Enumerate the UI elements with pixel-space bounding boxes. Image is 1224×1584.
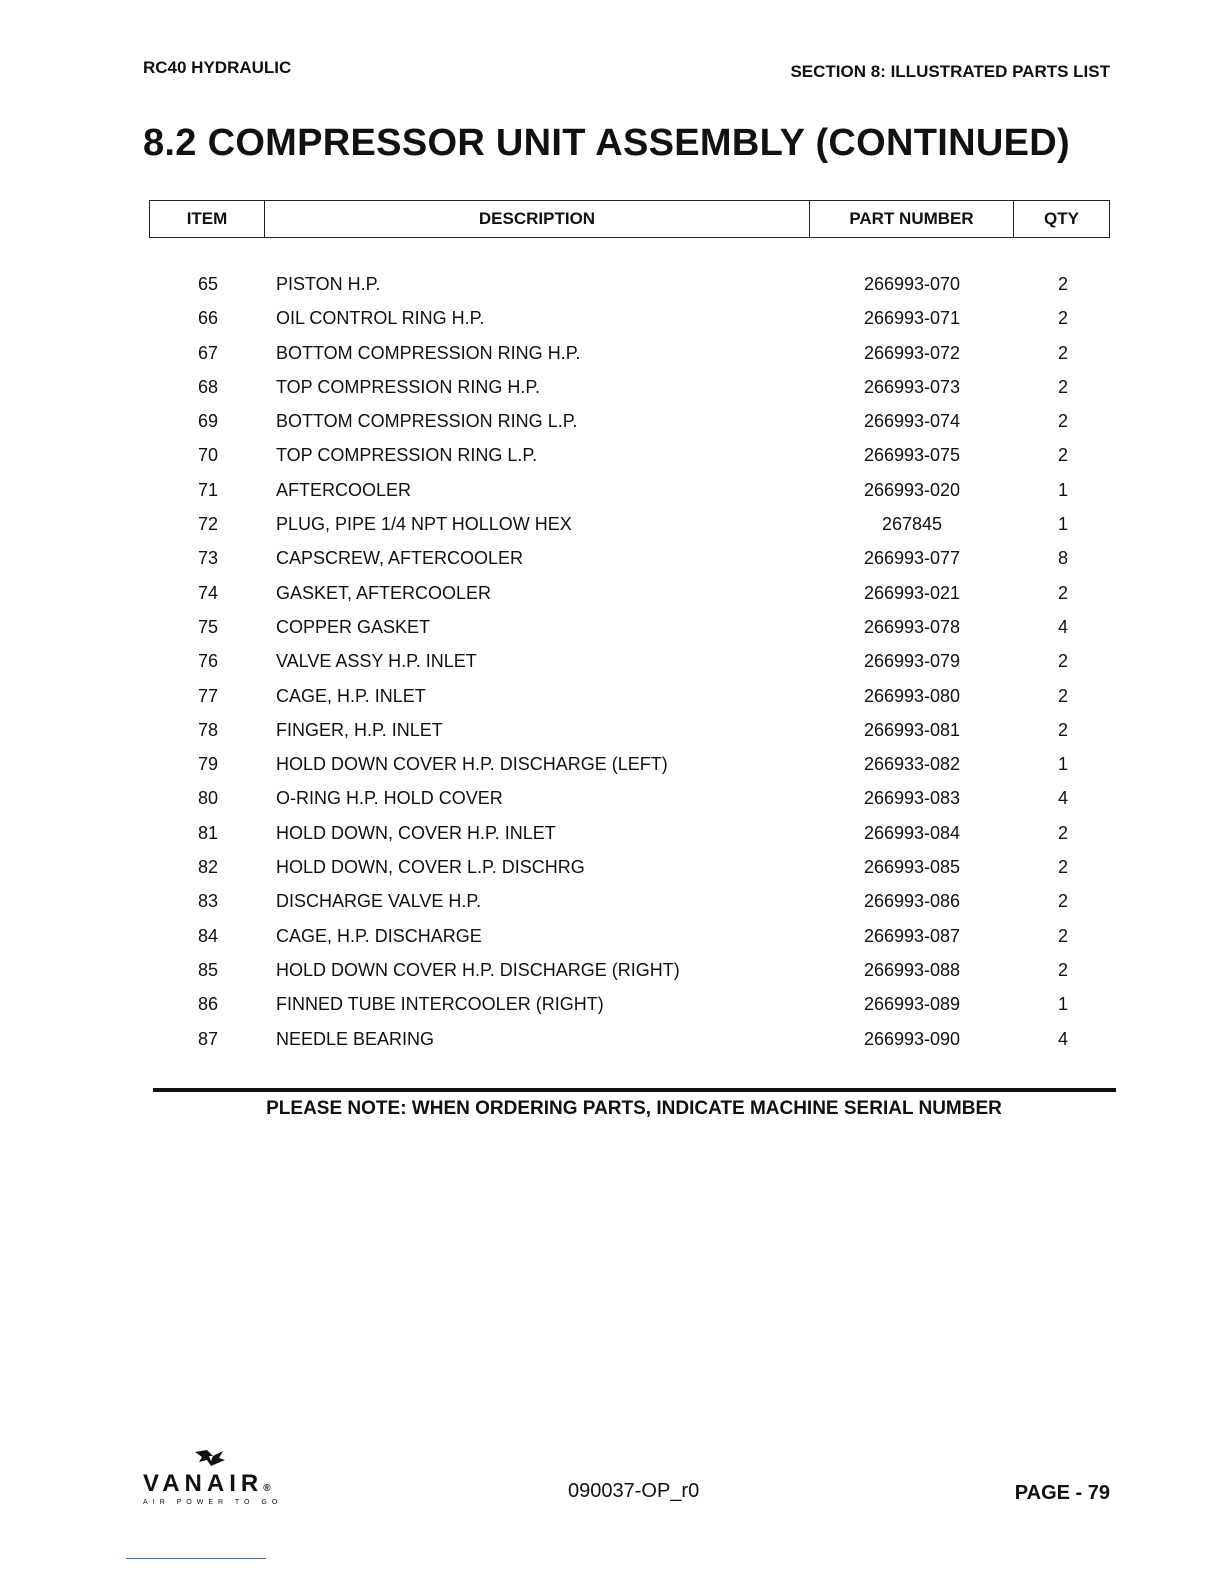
part-number: 266993-071 xyxy=(863,308,961,329)
part-number: 266993-079 xyxy=(863,651,961,672)
item-description: HOLD DOWN COVER H.P. DISCHARGE (RIGHT) xyxy=(276,959,680,980)
item-number: 70 xyxy=(197,445,219,466)
item-number: 81 xyxy=(197,822,219,843)
item-number: 72 xyxy=(197,514,219,535)
table-row xyxy=(0,304,1224,338)
part-number: 266993-084 xyxy=(863,822,961,843)
item-description: AFTERCOOLER xyxy=(276,479,412,500)
item-description: NEEDLE BEARING xyxy=(276,1028,435,1049)
part-number: 266993-075 xyxy=(863,445,961,466)
item-description: TOP COMPRESSION RING H.P. xyxy=(276,376,541,397)
item-number: 85 xyxy=(197,959,219,980)
header-section-title: SECTION 8: ILLUSTRATED PARTS LIST xyxy=(790,62,1110,81)
table-row xyxy=(0,476,1224,510)
item-description: VALVE ASSY H.P. INLET xyxy=(276,651,477,672)
quantity: 8 xyxy=(1057,548,1068,569)
page-number: PAGE - 79 xyxy=(1014,1482,1110,1504)
column-header-item: ITEM xyxy=(149,200,265,238)
part-number: 266993-077 xyxy=(863,548,961,569)
parts-table-body xyxy=(0,270,1224,1059)
item-number: 79 xyxy=(197,754,219,775)
quantity: 2 xyxy=(1057,445,1068,466)
part-number: 266993-090 xyxy=(863,1028,961,1049)
part-number: 266993-080 xyxy=(863,685,961,706)
part-number: 266993-020 xyxy=(863,479,961,500)
header-manual-title: RC40 HYDRAULIC xyxy=(143,58,292,77)
item-number: 86 xyxy=(197,994,219,1015)
item-description: CAPSCREW, AFTERCOOLER xyxy=(276,548,524,569)
item-number: 69 xyxy=(197,411,219,432)
quantity: 2 xyxy=(1057,582,1068,603)
logo-name: VANAIR xyxy=(143,1470,264,1497)
table-row xyxy=(0,750,1224,784)
quantity: 2 xyxy=(1057,857,1068,878)
part-number: 266933-082 xyxy=(863,754,961,775)
part-number: 266993-087 xyxy=(863,925,961,946)
item-description: FINGER, H.P. INLET xyxy=(276,719,443,740)
item-description: HOLD DOWN, COVER H.P. INLET xyxy=(276,822,556,843)
part-number: 266993-081 xyxy=(863,719,961,740)
quantity: 2 xyxy=(1057,342,1068,363)
divider xyxy=(153,1088,1116,1092)
bottom-line xyxy=(126,1558,266,1559)
table-row xyxy=(0,613,1224,647)
quantity: 1 xyxy=(1057,514,1068,535)
quantity: 4 xyxy=(1057,1028,1068,1049)
quantity: 4 xyxy=(1057,616,1068,637)
part-number: 266993-021 xyxy=(863,582,961,603)
quantity: 1 xyxy=(1057,994,1068,1015)
part-number: 266993-088 xyxy=(863,959,961,980)
vanair-logo-icon xyxy=(193,1448,227,1468)
item-number: 84 xyxy=(197,925,219,946)
quantity: 2 xyxy=(1057,891,1068,912)
item-description: O-RING H.P. HOLD COVER xyxy=(276,788,503,809)
part-number: 266993-089 xyxy=(863,994,961,1015)
part-number: 267845 xyxy=(881,514,943,535)
part-number: 266993-072 xyxy=(863,342,961,363)
table-row xyxy=(0,716,1224,750)
logo-tagline: AIR POWER TO GO xyxy=(143,1499,283,1506)
column-header-description: DESCRIPTION xyxy=(264,200,810,238)
table-row xyxy=(0,373,1224,407)
item-number: 78 xyxy=(197,719,219,740)
quantity: 2 xyxy=(1057,719,1068,740)
item-description: HOLD DOWN COVER H.P. DISCHARGE (LEFT) xyxy=(276,754,668,775)
quantity: 2 xyxy=(1057,308,1068,329)
table-row xyxy=(0,1025,1224,1059)
table-row xyxy=(0,407,1224,441)
column-header-qty: QTY xyxy=(1013,200,1110,238)
part-number: 266993-086 xyxy=(863,891,961,912)
table-row xyxy=(0,647,1224,681)
item-number: 77 xyxy=(197,685,219,706)
item-description: CAGE, H.P. INLET xyxy=(276,685,426,706)
table-row xyxy=(0,990,1224,1024)
quantity: 2 xyxy=(1057,411,1068,432)
table-row xyxy=(0,922,1224,956)
item-number: 71 xyxy=(197,479,219,500)
item-number: 68 xyxy=(197,376,219,397)
part-number: 266993-085 xyxy=(863,857,961,878)
item-description: BOTTOM COMPRESSION RING L.P. xyxy=(276,411,578,432)
table-row xyxy=(0,784,1224,818)
item-description: CAGE, H.P. DISCHARGE xyxy=(276,925,482,946)
item-number: 66 xyxy=(197,308,219,329)
item-description: COPPER GASKET xyxy=(276,616,431,637)
table-row xyxy=(0,339,1224,373)
item-number: 73 xyxy=(197,548,219,569)
quantity: 2 xyxy=(1057,274,1068,294)
item-number: 83 xyxy=(197,891,219,912)
item-description: DISCHARGE VALVE H.P. xyxy=(276,891,482,912)
item-description: GASKET, AFTERCOOLER xyxy=(276,582,492,603)
item-number: 76 xyxy=(197,651,219,672)
part-number: 266993-070 xyxy=(863,274,961,294)
quantity: 1 xyxy=(1057,754,1068,775)
item-number: 82 xyxy=(197,857,219,878)
table-row xyxy=(0,956,1224,990)
ordering-note: PLEASE NOTE: WHEN ORDERING PARTS, INDICATE MACHINE SERIAL NUMBER xyxy=(266,1098,1002,1119)
quantity: 2 xyxy=(1057,822,1068,843)
quantity: 4 xyxy=(1057,788,1068,809)
item-number: 75 xyxy=(197,616,219,637)
document-number: 090037-OP_r0 xyxy=(568,1480,700,1502)
table-row xyxy=(0,441,1224,475)
quantity: 2 xyxy=(1057,959,1068,980)
item-description: PISTON H.P. xyxy=(276,274,381,294)
item-number: 87 xyxy=(197,1028,219,1049)
item-number: 65 xyxy=(197,274,219,294)
item-number: 67 xyxy=(197,342,219,363)
item-description: HOLD DOWN, COVER L.P. DISCHRG xyxy=(276,857,585,878)
item-number: 74 xyxy=(197,582,219,603)
table-row xyxy=(0,887,1224,921)
page-title: 8.2 COMPRESSOR UNIT ASSEMBLY (CONTINUED) xyxy=(143,122,1070,164)
quantity: 2 xyxy=(1057,685,1068,706)
column-header-part-number: PART NUMBER xyxy=(809,200,1014,238)
item-number: 80 xyxy=(197,788,219,809)
item-description: TOP COMPRESSION RING L.P. xyxy=(276,445,538,466)
part-number: 266993-078 xyxy=(863,616,961,637)
quantity: 2 xyxy=(1057,376,1068,397)
quantity: 1 xyxy=(1057,479,1068,500)
item-description: PLUG, PIPE 1/4 NPT HOLLOW HEX xyxy=(276,514,572,535)
table-row xyxy=(0,819,1224,853)
table-row xyxy=(0,270,1224,304)
part-number: 266993-074 xyxy=(863,411,961,432)
item-description: OIL CONTROL RING H.P. xyxy=(276,308,485,329)
table-row xyxy=(0,682,1224,716)
table-row xyxy=(0,544,1224,578)
quantity: 2 xyxy=(1057,925,1068,946)
item-description: BOTTOM COMPRESSION RING H.P. xyxy=(276,342,581,363)
table-row xyxy=(0,579,1224,613)
table-row xyxy=(0,510,1224,544)
quantity: 2 xyxy=(1057,651,1068,672)
item-description: FINNED TUBE INTERCOOLER (RIGHT) xyxy=(276,994,604,1015)
vanair-logo xyxy=(143,1448,313,1506)
logo-registered-mark: ® xyxy=(263,1483,271,1494)
part-number: 266993-073 xyxy=(863,376,961,397)
part-number: 266993-083 xyxy=(863,788,961,809)
table-row xyxy=(0,853,1224,887)
